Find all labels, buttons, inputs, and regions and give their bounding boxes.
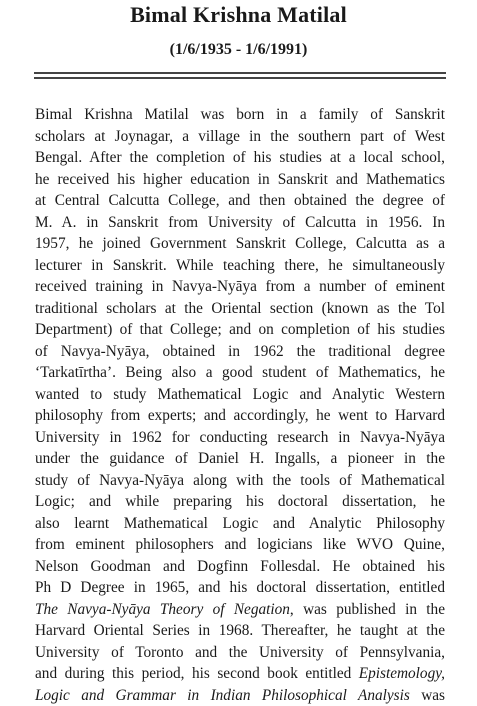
text-line: wanted to study Mathematical Logic and Analytic Western <box>35 384 445 406</box>
text-line <box>35 685 445 706</box>
text-line: scholars at Joynagar, a village in the southern part of West <box>35 126 445 148</box>
text-line: University of Toronto and the University of Pennsylvania, <box>35 642 445 664</box>
text-line: also learnt Mathematical Logic and Analytic Philosophy <box>35 513 445 535</box>
text-line: traditional scholars at the Oriental section (known as the Tol <box>35 298 445 320</box>
text-line: lecturer in Sanskrit. While teaching there, he simultaneously <box>35 255 445 277</box>
text-fragment: was <box>410 687 445 704</box>
text-line: Department) of that College; and on completion of his studies <box>35 319 445 341</box>
text-line: M. A. in Sanskrit from University of Calcutta in 1956. In <box>35 212 445 234</box>
text-line <box>35 599 445 621</box>
book-title-epistemology-part1: Epistemology, <box>359 665 445 682</box>
text-line: received training in Navya-Nyāya from a number of eminent <box>35 276 445 298</box>
text-line: ‘Tarkatīrtha’. Being also a good student of Mathematics, he <box>35 362 445 384</box>
text-line: he received his higher education in Sanskrit and Mathematics <box>35 169 445 191</box>
text-line: Bengal. After the completion of his studies at a local school, <box>35 147 445 169</box>
header-rule-bottom <box>34 77 446 79</box>
book-title-epistemology-part2: Logic and Grammar in Indian Philosophical Analysis <box>35 687 410 704</box>
text-line: at Central Calcutta College, and then obtained the degree of <box>35 190 445 212</box>
text-line <box>35 663 445 685</box>
text-line: from eminent philosophers and logicians like WVO Quine, <box>35 534 445 556</box>
text-line: of Navya-Nyāya, obtained in 1962 the traditional degree <box>35 341 445 363</box>
text-line: philosophy from experts; and accordingly, he went to Harvard <box>35 405 445 427</box>
text-line: Logic; and while preparing his doctoral dissertation, he <box>35 491 445 513</box>
text-line: Bimal Krishna Matilal was born in a family of Sanskrit <box>35 104 445 126</box>
text-line: study of Navya-Nyāya along with the tools of Mathematical <box>35 470 445 492</box>
biography-paragraph <box>35 104 445 706</box>
text-fragment: , was published in the <box>290 601 445 618</box>
text-line: under the guidance of Daniel H. Ingalls, a pioneer in the <box>35 448 445 470</box>
text-fragment: and during this period, his second book entitled <box>35 665 359 682</box>
text-line: Harvard Oriental Series in 1968. Thereafter, he taught at the <box>35 620 445 642</box>
life-dates: (1/6/1935 - 1/6/1991) <box>0 41 477 59</box>
header-rule-top <box>34 72 446 74</box>
text-line: Nelson Goodman and Dogfinn Follesdal. He obtained his <box>35 556 445 578</box>
page-title: Bimal Krishna Matilal <box>0 2 477 28</box>
text-line: Ph D Degree in 1965, and his doctoral dissertation, entitled <box>35 577 445 599</box>
text-line: 1957, he joined Government Sanskrit College, Calcutta as a <box>35 233 445 255</box>
book-title-negation: The Navya-Nyāya Theory of Negation <box>35 601 290 618</box>
text-line: University in 1962 for conducting research in Navya-Nyāya <box>35 427 445 449</box>
